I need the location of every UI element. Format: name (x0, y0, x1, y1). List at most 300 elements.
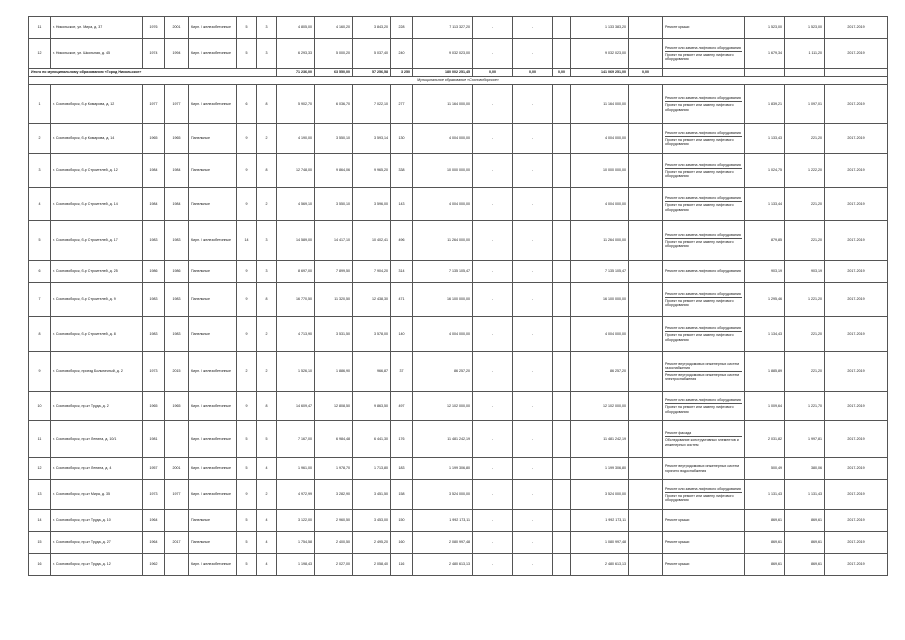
table-row (29, 352, 888, 392)
summary-area-total: 71 236,00 (277, 69, 315, 77)
max-cost-cell: 380,06 (785, 458, 825, 480)
address-cell: г. Сосновоборск, б-р Строителей, д. 17 (51, 221, 143, 261)
fund-cell: - (473, 39, 513, 69)
fund-cell: - (513, 188, 553, 221)
table-row (29, 554, 888, 576)
wall-material-cell: Панельные (189, 283, 237, 317)
fund-cell: - (513, 17, 553, 39)
residents-cell: 183 (391, 458, 413, 480)
area-residential-cell: 2 495,20 (353, 532, 391, 554)
period-cell: 2017-2019 (825, 510, 888, 532)
residents-cell: 228 (391, 17, 413, 39)
row-number: 6 (29, 261, 51, 283)
fund-cell (553, 85, 571, 124)
wall-material-cell: Кирп. / железобетонные (189, 458, 237, 480)
area-total-cell: 4 190,00 (277, 124, 315, 154)
year-commission-cell: 1986 (165, 261, 189, 283)
fund-cell: - (473, 532, 513, 554)
residents-cell: 497 (391, 392, 413, 421)
residents-cell: 130 (391, 124, 413, 154)
fund-cell: - (513, 124, 553, 154)
year-built-cell: 1981 (143, 421, 165, 458)
specific-cost-cell: 1 885,89 (745, 352, 785, 392)
residents-cell: 143 (391, 188, 413, 221)
work-types-cell (663, 352, 745, 392)
floors-cell: 14 (237, 221, 257, 261)
year-built-cell: 1983 (143, 283, 165, 317)
year-built-cell: 1965 (143, 124, 165, 154)
area-living-cell: 3 550,10 (315, 188, 353, 221)
summary-empty (745, 69, 785, 77)
work-type-item: Проект на ремонт или замену лифтового оборудования (665, 201, 742, 212)
owner-funds-cell: 1 133 383,20 (571, 17, 629, 39)
max-cost-cell: 869,61 (785, 532, 825, 554)
cost-total-cell: 2 080 997,48 (413, 532, 473, 554)
owner-funds-cell: 11 481 242,19 (571, 421, 629, 458)
max-cost-cell: 221,20 (785, 124, 825, 154)
cost-total-cell: 7 113 327,20 (413, 17, 473, 39)
period-cell: 2017-2019 (825, 532, 888, 554)
fund-cell (553, 352, 571, 392)
fund-cell: - (513, 458, 553, 480)
year-commission-cell: 2001 (165, 17, 189, 39)
entrances-cell: 2 (257, 480, 277, 510)
period-cell: 2017-2019 (825, 188, 888, 221)
owner-funds-cell: 4 004 000,00 (571, 188, 629, 221)
area-residential-cell: 7 022,10 (353, 85, 391, 124)
owner-funds-cell: 1 199 306,80 (571, 458, 629, 480)
work-types-cell (663, 317, 745, 352)
address-cell: г. Никольское, ул. Мира, д. 37 (51, 17, 143, 39)
area-living-cell: 3 282,90 (315, 480, 353, 510)
max-cost-cell: 1 222,20 (785, 154, 825, 188)
residents-cell: 140 (391, 317, 413, 352)
specific-cost-cell: 500,49 (745, 458, 785, 480)
cost-total-cell: 3 524 000,00 (413, 480, 473, 510)
entrances-cell: 3 (257, 17, 277, 39)
cost-total-cell: 2 480 613,13 (413, 554, 473, 576)
work-types-cell (663, 421, 745, 458)
entrances-cell: 2 (257, 352, 277, 392)
year-commission-cell: 1983 (165, 221, 189, 261)
work-type-item: Ремонт крыши (665, 540, 690, 545)
max-cost-cell: 869,61 (785, 510, 825, 532)
area-total-cell: 4 972,99 (277, 480, 315, 510)
summary-area-res: 57 256,58 (353, 69, 391, 77)
summary-f5: 0,00 (629, 69, 663, 77)
specific-cost-cell: 869,61 (745, 510, 785, 532)
cost-total-cell: 9 032 023,00 (413, 39, 473, 69)
area-living-cell: 4 160,20 (315, 17, 353, 39)
fund-cell (553, 554, 571, 576)
entrances-cell: 3 (257, 221, 277, 261)
table-row (29, 39, 888, 69)
fund-cell: - (513, 392, 553, 421)
floors-cell: 9 (237, 124, 257, 154)
work-types-cell (663, 458, 745, 480)
fund-cell: - (473, 510, 513, 532)
floors-cell: 5 (237, 39, 257, 69)
year-built-cell: 1965 (143, 392, 165, 421)
area-total-cell: 6 293,33 (277, 39, 315, 69)
floors-cell: 9 (237, 188, 257, 221)
area-residential-cell: 2 058,40 (353, 554, 391, 576)
period-cell: 2017-2019 (825, 39, 888, 69)
floors-cell: 9 (237, 392, 257, 421)
fund-cell: - (513, 317, 553, 352)
table-row (29, 458, 888, 480)
area-total-cell: 4 713,90 (277, 317, 315, 352)
area-total-cell: 4 805,00 (277, 17, 315, 39)
owner-funds-cell: 11 164 000,00 (571, 85, 629, 124)
work-type-item: Ремонт внутридомовых инженерных систем электроснабжения (665, 371, 742, 382)
cost-total-cell: 4 004 000,00 (413, 317, 473, 352)
owner-funds-cell: 86 257,20 (571, 352, 629, 392)
blank-cell (629, 261, 663, 283)
area-living-cell: 2 960,50 (315, 510, 353, 532)
entrances-cell: 2 (257, 188, 277, 221)
fund-cell: - (473, 421, 513, 458)
year-built-cell: 1974 (143, 39, 165, 69)
specific-cost-cell: 869,61 (745, 554, 785, 576)
specific-cost-cell: 1 679,34 (745, 39, 785, 69)
summary-cost: 180 002 251,45 (413, 69, 473, 77)
owner-funds-cell: 12 102 000,00 (571, 392, 629, 421)
period-cell: 2017-2019 (825, 421, 888, 458)
work-type-item: Проект на ремонт или замену лифтового оборудования (665, 168, 742, 179)
fund-cell: - (513, 480, 553, 510)
entrances-cell: 3 (257, 39, 277, 69)
entrances-cell: 8 (257, 283, 277, 317)
residents-cell: 158 (391, 480, 413, 510)
max-cost-cell: 1 097,01 (785, 85, 825, 124)
work-type-item: Ремонт или замена лифтового оборудования (665, 326, 741, 331)
work-type-item: Ремонт или замена лифтового оборудования (665, 486, 741, 491)
work-type-item: Ремонт или замена лифтового оборудования (665, 269, 741, 274)
area-total-cell: 7 167,00 (277, 421, 315, 458)
fund-cell: - (513, 261, 553, 283)
area-residential-cell: 6 441,30 (353, 421, 391, 458)
year-built-cell: 1986 (143, 261, 165, 283)
work-type-item: Ремонт крыши (665, 518, 690, 523)
owner-funds-cell: 11 264 000,00 (571, 221, 629, 261)
blank-cell (629, 421, 663, 458)
year-built-cell: 1973 (143, 352, 165, 392)
fund-cell: - (473, 188, 513, 221)
year-built-cell: 1964 (143, 532, 165, 554)
fund-cell (553, 532, 571, 554)
work-types-cell (663, 154, 745, 188)
wall-material-cell: Панельные (189, 188, 237, 221)
entrances-cell: 8 (257, 392, 277, 421)
area-residential-cell: 3 593,14 (353, 124, 391, 154)
fund-cell: - (513, 510, 553, 532)
address-cell: г. Сосновоборск, пр-кт Труда, д. 12 (51, 554, 143, 576)
address-cell: г. Сосновоборск, б-р Комарова, д. 12 (51, 85, 143, 124)
year-commission-cell: 2017 (165, 532, 189, 554)
residents-cell: 37 (391, 352, 413, 392)
summary-f4: 141 069 251,00 (571, 69, 629, 77)
work-type-item: Проект на ремонт или замену лифтового оборудования (665, 51, 742, 62)
entrances-cell: 4 (257, 532, 277, 554)
row-number: 3 (29, 154, 51, 188)
specific-cost-cell: 1 131,43 (745, 480, 785, 510)
work-types-cell (663, 392, 745, 421)
blank-cell (629, 124, 663, 154)
cost-total-cell: 12 102 000,00 (413, 392, 473, 421)
row-number: 11 (29, 421, 51, 458)
fund-cell (553, 17, 571, 39)
capital-repair-table (28, 16, 888, 576)
wall-material-cell: Панельные (189, 532, 237, 554)
work-types-cell (663, 532, 745, 554)
floors-cell: 9 (237, 283, 257, 317)
owner-funds-cell: 3 524 000,00 (571, 480, 629, 510)
cost-total-cell: 11 481 242,19 (413, 421, 473, 458)
entrances-cell: 2 (257, 124, 277, 154)
specific-cost-cell: 1 133,44 (745, 188, 785, 221)
residents-cell: 240 (391, 39, 413, 69)
address-cell: г. Сосновоборск, пр-кт Ленина, д. 4 (51, 458, 143, 480)
floors-cell: 5 (237, 554, 257, 576)
owner-funds-cell: 4 004 000,00 (571, 124, 629, 154)
entrances-cell: 4 (257, 458, 277, 480)
residents-cell: 150 (391, 510, 413, 532)
fund-cell (553, 421, 571, 458)
fund-cell: - (513, 39, 553, 69)
work-type-item: Проект на ремонт или замену лифтового оборудования (665, 101, 742, 112)
work-type-item: Ремонт или замена лифтового оборудования (665, 96, 741, 101)
area-total-cell: 1 754,58 (277, 532, 315, 554)
floors-cell: 9 (237, 154, 257, 188)
work-type-item: Ремонт фасада (665, 431, 692, 436)
floors-cell: 5 (237, 17, 257, 39)
max-cost-cell: 1 111,20 (785, 39, 825, 69)
area-living-cell: 6 036,70 (315, 85, 353, 124)
address-cell: г. Сосновоборск, б-р Комарова, д. 14 (51, 124, 143, 154)
wall-material-cell: Кирп. / железобетонные (189, 352, 237, 392)
area-living-cell: 6 984,48 (315, 421, 353, 458)
area-living-cell: 3 531,50 (315, 317, 353, 352)
period-cell: 2017-2019 (825, 154, 888, 188)
address-cell: г. Сосновоборск, пр-кт Ленина, д. 10/1 (51, 421, 143, 458)
area-residential-cell: 5 037,40 (353, 39, 391, 69)
area-residential-cell: 3 453,00 (353, 510, 391, 532)
period-cell: 2017-2019 (825, 352, 888, 392)
blank-cell (629, 17, 663, 39)
year-commission-cell: 1983 (165, 283, 189, 317)
wall-material-cell: Кирп. / железобетонные (189, 554, 237, 576)
summary-residents: 3 250 (391, 69, 413, 77)
max-cost-cell: 221,20 (785, 188, 825, 221)
work-type-item: Ремонт или замена лифтового оборудования (665, 162, 741, 167)
summary-row (29, 69, 888, 77)
row-number: 13 (29, 480, 51, 510)
summary-f1: 0,00 (473, 69, 513, 77)
document-sheet (28, 16, 885, 576)
work-type-item: Проект на ремонт или замену лифтового оборудования (665, 136, 742, 147)
cost-total-cell: 16 100 000,00 (413, 283, 473, 317)
section-title: Муниципальное образование «Сосновоборское» (29, 77, 888, 85)
area-living-cell: 5 000,20 (315, 39, 353, 69)
blank-cell (629, 221, 663, 261)
wall-material-cell: Панельные (189, 317, 237, 352)
specific-cost-cell: 1 134,43 (745, 317, 785, 352)
fund-cell: - (473, 317, 513, 352)
wall-material-cell: Кирп. / железобетонные (189, 17, 237, 39)
work-type-item: Ремонт внутридомовых инженерных систем газоснабжения (665, 361, 739, 370)
work-type-item: Ремонт или замена лифтового оборудования (665, 398, 741, 403)
specific-cost-cell: 1 839,21 (745, 85, 785, 124)
cost-total-cell: 7 135 105,47 (413, 261, 473, 283)
area-total-cell: 14 589,00 (277, 221, 315, 261)
fund-cell: - (473, 352, 513, 392)
year-built-cell: 1977 (143, 85, 165, 124)
year-built-cell: 1983 (143, 221, 165, 261)
row-number: 12 (29, 458, 51, 480)
area-total-cell: 5 902,70 (277, 85, 315, 124)
period-cell: 2017-2019 (825, 283, 888, 317)
row-number: 5 (29, 221, 51, 261)
residents-cell: 338 (391, 154, 413, 188)
period-cell: 2017-2019 (825, 480, 888, 510)
fund-cell (553, 283, 571, 317)
work-types-cell (663, 39, 745, 69)
area-total-cell: 1 198,43 (277, 554, 315, 576)
table-row (29, 532, 888, 554)
fund-cell (553, 188, 571, 221)
address-cell: г. Никольское, ул. Школьная, д. 45 (51, 39, 143, 69)
table-row (29, 221, 888, 261)
specific-cost-cell: 1 133,43 (745, 124, 785, 154)
specific-cost-cell: 869,61 (745, 532, 785, 554)
area-residential-cell: 3 843,20 (353, 17, 391, 39)
row-number: 12 (29, 39, 51, 69)
year-commission-cell: 1994 (165, 39, 189, 69)
address-cell: г. Сосновоборск, пр-кт Труда, д. 27 (51, 532, 143, 554)
period-cell: 2017-2019 (825, 124, 888, 154)
floors-cell: 9 (237, 480, 257, 510)
year-built-cell: 1957 (143, 458, 165, 480)
area-living-cell: 7 899,50 (315, 261, 353, 283)
wall-material-cell: Панельные (189, 510, 237, 532)
period-cell: 2017-2019 (825, 221, 888, 261)
specific-cost-cell: 2 031,82 (745, 421, 785, 458)
work-type-item: Ремонт крыши (665, 25, 690, 30)
fund-cell: - (473, 480, 513, 510)
year-commission-cell (165, 421, 189, 458)
work-type-item: Проект на ремонт или замену лифтового оборудования (665, 297, 742, 308)
summary-area-living: 63 550,00 (315, 69, 353, 77)
work-type-item: Ремонт или замена лифтового оборудования (665, 196, 741, 201)
residents-cell: 116 (391, 554, 413, 576)
area-total-cell: 16 770,50 (277, 283, 315, 317)
cost-total-cell: 4 004 000,00 (413, 188, 473, 221)
work-types-cell (663, 554, 745, 576)
fund-cell (553, 261, 571, 283)
area-total-cell: 3 122,00 (277, 510, 315, 532)
fund-cell (553, 510, 571, 532)
year-built-cell: 1976 (143, 17, 165, 39)
year-built-cell: 1962 (143, 554, 165, 576)
work-type-item: Ремонт или замена лифтового оборудования (665, 232, 741, 237)
row-number: 10 (29, 392, 51, 421)
address-cell: г. Сосновоборск, пр-кт Мира, д. 35 (51, 480, 143, 510)
year-built-cell: 1983 (143, 317, 165, 352)
area-residential-cell: 3 578,00 (353, 317, 391, 352)
work-type-item: Ремонт внутридомовых инженерных систем горячего водоснабжения (665, 464, 739, 473)
work-type-item: Проект на ремонт или замену лифтового оборудования (665, 238, 742, 249)
residents-cell: 314 (391, 261, 413, 283)
fund-cell: - (473, 85, 513, 124)
wall-material-cell: Кирп. / железобетонные (189, 421, 237, 458)
fund-cell: - (513, 154, 553, 188)
specific-cost-cell: 1 009,64 (745, 392, 785, 421)
blank-cell (629, 480, 663, 510)
specific-cost-cell: 1 295,46 (745, 283, 785, 317)
year-built-cell: 1984 (143, 188, 165, 221)
table-row (29, 124, 888, 154)
cost-total-cell: 86 257,20 (413, 352, 473, 392)
table-row (29, 480, 888, 510)
address-cell: г. Сосновоборск, б-р Строителей, д. 25 (51, 261, 143, 283)
max-cost-cell: 221,20 (785, 221, 825, 261)
fund-cell: - (473, 283, 513, 317)
row-number: 7 (29, 283, 51, 317)
owner-funds-cell: 2 480 613,13 (571, 554, 629, 576)
wall-material-cell: Панельные (189, 124, 237, 154)
floors-cell: 9 (237, 317, 257, 352)
work-type-item: Ремонт или замена лифтового оборудования (665, 130, 741, 135)
year-built-cell: 1984 (143, 154, 165, 188)
work-types-cell (663, 283, 745, 317)
area-residential-cell: 3 596,00 (353, 188, 391, 221)
table-row (29, 421, 888, 458)
fund-cell: - (473, 554, 513, 576)
period-cell: 2017-2019 (825, 392, 888, 421)
floors-cell: 6 (237, 85, 257, 124)
table-row (29, 317, 888, 352)
fund-cell: - (513, 554, 553, 576)
fund-cell: - (513, 352, 553, 392)
blank-cell (629, 85, 663, 124)
wall-material-cell: Панельные (189, 261, 237, 283)
year-commission-cell: 1983 (165, 317, 189, 352)
year-commission-cell: 2001 (165, 458, 189, 480)
wall-material-cell: Кирп. / железобетонные (189, 221, 237, 261)
area-total-cell: 12 748,00 (277, 154, 315, 188)
blank-cell (629, 458, 663, 480)
table-row (29, 392, 888, 421)
table-row (29, 510, 888, 532)
cost-total-cell: 10 000 000,00 (413, 154, 473, 188)
fund-cell: - (473, 458, 513, 480)
work-type-item: Проект на ремонт или замену лифтового оборудования (665, 492, 742, 503)
floors-cell: 2 (237, 352, 257, 392)
year-commission-cell: 1984 (165, 154, 189, 188)
year-commission-cell: 1965 (165, 124, 189, 154)
specific-cost-cell: 1 523,00 (745, 17, 785, 39)
entrances-cell: 4 (257, 554, 277, 576)
area-living-cell: 1 886,90 (315, 352, 353, 392)
owner-funds-cell: 16 100 000,00 (571, 283, 629, 317)
year-built-cell: 1964 (143, 510, 165, 532)
max-cost-cell: 1 997,81 (785, 421, 825, 458)
summary-empty (663, 69, 745, 77)
area-residential-cell: 10 402,41 (353, 221, 391, 261)
fund-cell (553, 221, 571, 261)
work-types-cell (663, 124, 745, 154)
